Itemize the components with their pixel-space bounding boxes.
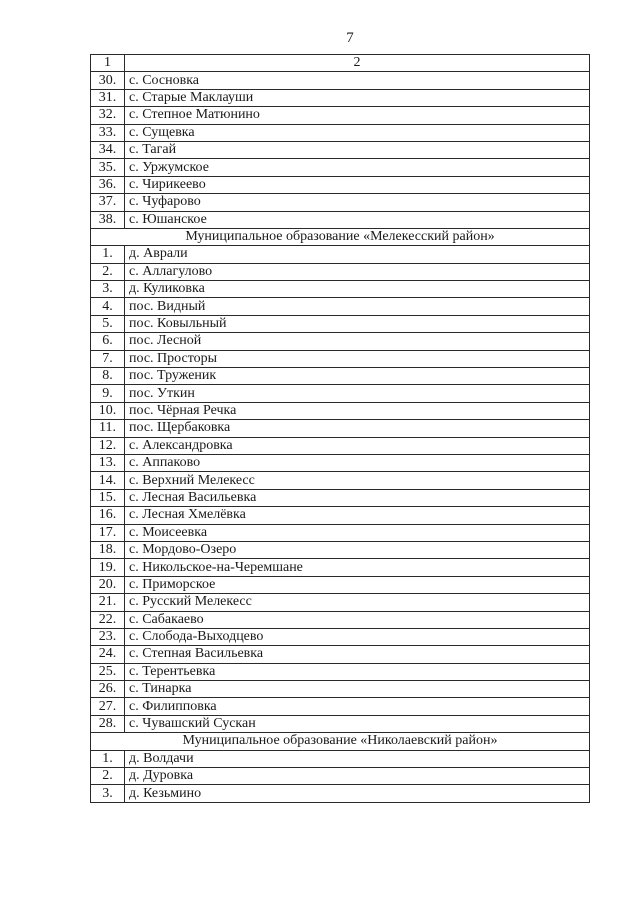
table-row xyxy=(91,176,590,193)
settlement-name: с. Юшанское xyxy=(125,211,590,228)
row-number: 8. xyxy=(91,368,125,385)
settlement-name: с. Аппаково xyxy=(125,454,590,471)
row-number: 32. xyxy=(91,107,125,124)
settlement-name: пос. Чёрная Речка xyxy=(125,402,590,419)
settlement-name: с. Тагай xyxy=(125,141,590,158)
settlement-name: пос. Щербаковка xyxy=(125,420,590,437)
settlement-name: д. Дуровка xyxy=(125,768,590,785)
table-row xyxy=(91,750,590,767)
row-number: 24. xyxy=(91,646,125,663)
row-number: 3. xyxy=(91,785,125,802)
settlement-name: с. Терентьевка xyxy=(125,663,590,680)
section-heading: Муниципальное образование «Мелекесский район» xyxy=(91,228,590,245)
row-number: 10. xyxy=(91,402,125,419)
table-row xyxy=(91,576,590,593)
table-row xyxy=(91,489,590,506)
row-number: 3. xyxy=(91,281,125,298)
row-number: 25. xyxy=(91,663,125,680)
row-number: 36. xyxy=(91,176,125,193)
settlement-name: с. Александровка xyxy=(125,437,590,454)
table-row xyxy=(91,541,590,558)
row-number: 17. xyxy=(91,524,125,541)
settlement-name: с. Слобода-Выходцево xyxy=(125,628,590,645)
table-row xyxy=(91,524,590,541)
row-number: 21. xyxy=(91,594,125,611)
table-header-row xyxy=(91,55,590,72)
row-number: 28. xyxy=(91,715,125,732)
page-number: 7 xyxy=(346,30,354,46)
row-number: 1. xyxy=(91,750,125,767)
table-row xyxy=(91,698,590,715)
settlement-name: с. Сосновка xyxy=(125,72,590,89)
table-row xyxy=(91,715,590,732)
row-number: 37. xyxy=(91,194,125,211)
table-row xyxy=(91,785,590,802)
settlement-name: с. Аллагулово xyxy=(125,263,590,280)
settlements-table xyxy=(90,54,590,803)
row-number: 38. xyxy=(91,211,125,228)
settlement-name: пос. Уткин xyxy=(125,385,590,402)
settlement-name: с. Сущевка xyxy=(125,124,590,141)
section-heading: Муниципальное образование «Николаевский район» xyxy=(91,733,590,750)
row-number: 30. xyxy=(91,72,125,89)
settlement-name: с. Старые Маклауши xyxy=(125,89,590,106)
table-row xyxy=(91,368,590,385)
settlement-name: д. Кезьмино xyxy=(125,785,590,802)
settlement-name: с. Моисеевка xyxy=(125,524,590,541)
table-row xyxy=(91,611,590,628)
settlement-name: пос. Лесной xyxy=(125,333,590,350)
table-row xyxy=(91,420,590,437)
table-row xyxy=(91,559,590,576)
table-row xyxy=(91,646,590,663)
settlement-name: пос. Труженик xyxy=(125,368,590,385)
table-row xyxy=(91,298,590,315)
row-number: 26. xyxy=(91,681,125,698)
table-row xyxy=(91,72,590,89)
settlement-name: д. Куликовка xyxy=(125,281,590,298)
table-row xyxy=(91,89,590,106)
row-number: 34. xyxy=(91,141,125,158)
settlement-name: с. Уржумское xyxy=(125,159,590,176)
settlement-name: с. Никольское-на-Черемшане xyxy=(125,559,590,576)
settlement-name: с. Чуфарово xyxy=(125,194,590,211)
table-row xyxy=(91,211,590,228)
table-row xyxy=(91,124,590,141)
section-heading-row xyxy=(91,228,590,245)
table-row xyxy=(91,681,590,698)
table-row xyxy=(91,507,590,524)
table-row xyxy=(91,768,590,785)
row-number: 33. xyxy=(91,124,125,141)
row-number: 6. xyxy=(91,333,125,350)
row-number: 19. xyxy=(91,559,125,576)
table-row xyxy=(91,594,590,611)
table-row xyxy=(91,315,590,332)
table-row xyxy=(91,385,590,402)
row-number: 11. xyxy=(91,420,125,437)
settlement-name: д. Аврали xyxy=(125,246,590,263)
table-row xyxy=(91,350,590,367)
settlement-name: д. Волдачи xyxy=(125,750,590,767)
row-number: 23. xyxy=(91,628,125,645)
row-number: 20. xyxy=(91,576,125,593)
table-row xyxy=(91,107,590,124)
table-row xyxy=(91,454,590,471)
settlement-name: с. Чувашский Сускан xyxy=(125,715,590,732)
table-row xyxy=(91,333,590,350)
section-heading-row xyxy=(91,733,590,750)
table-row xyxy=(91,141,590,158)
row-number: 22. xyxy=(91,611,125,628)
settlement-name: пос. Просторы xyxy=(125,350,590,367)
settlement-name: пос. Ковыльный xyxy=(125,315,590,332)
settlement-name: с. Лесная Хмелёвка xyxy=(125,507,590,524)
settlement-name: с. Лесная Васильевка xyxy=(125,489,590,506)
row-number: 9. xyxy=(91,385,125,402)
row-number: 18. xyxy=(91,541,125,558)
settlement-name: с. Степная Васильевка xyxy=(125,646,590,663)
table-row xyxy=(91,281,590,298)
table-row xyxy=(91,402,590,419)
row-number: 4. xyxy=(91,298,125,315)
row-number: 12. xyxy=(91,437,125,454)
table-row xyxy=(91,246,590,263)
settlement-name: с. Тинарка xyxy=(125,681,590,698)
settlement-name: с. Филипповка xyxy=(125,698,590,715)
row-number: 5. xyxy=(91,315,125,332)
row-number: 1. xyxy=(91,246,125,263)
table-row xyxy=(91,437,590,454)
column-header-name: 2 xyxy=(125,55,590,72)
row-number: 14. xyxy=(91,472,125,489)
table-row xyxy=(91,194,590,211)
settlement-name: с. Мордово-Озеро xyxy=(125,541,590,558)
row-number: 2. xyxy=(91,768,125,785)
table-row xyxy=(91,263,590,280)
row-number: 15. xyxy=(91,489,125,506)
row-number: 27. xyxy=(91,698,125,715)
row-number: 2. xyxy=(91,263,125,280)
settlement-name: с. Приморское xyxy=(125,576,590,593)
settlement-name: с. Степное Матюнино xyxy=(125,107,590,124)
row-number: 7. xyxy=(91,350,125,367)
table-row xyxy=(91,663,590,680)
table-row xyxy=(91,628,590,645)
row-number: 35. xyxy=(91,159,125,176)
row-number: 13. xyxy=(91,454,125,471)
column-header-number: 1 xyxy=(91,55,125,72)
table-body xyxy=(91,55,590,803)
row-number: 31. xyxy=(91,89,125,106)
settlement-name: с. Русский Мелекесс xyxy=(125,594,590,611)
settlement-name: с. Верхний Мелекесс xyxy=(125,472,590,489)
settlement-name: с. Чирикеево xyxy=(125,176,590,193)
settlement-name: пос. Видный xyxy=(125,298,590,315)
settlement-name: с. Сабакаево xyxy=(125,611,590,628)
table-row xyxy=(91,159,590,176)
table-row xyxy=(91,472,590,489)
row-number: 16. xyxy=(91,507,125,524)
